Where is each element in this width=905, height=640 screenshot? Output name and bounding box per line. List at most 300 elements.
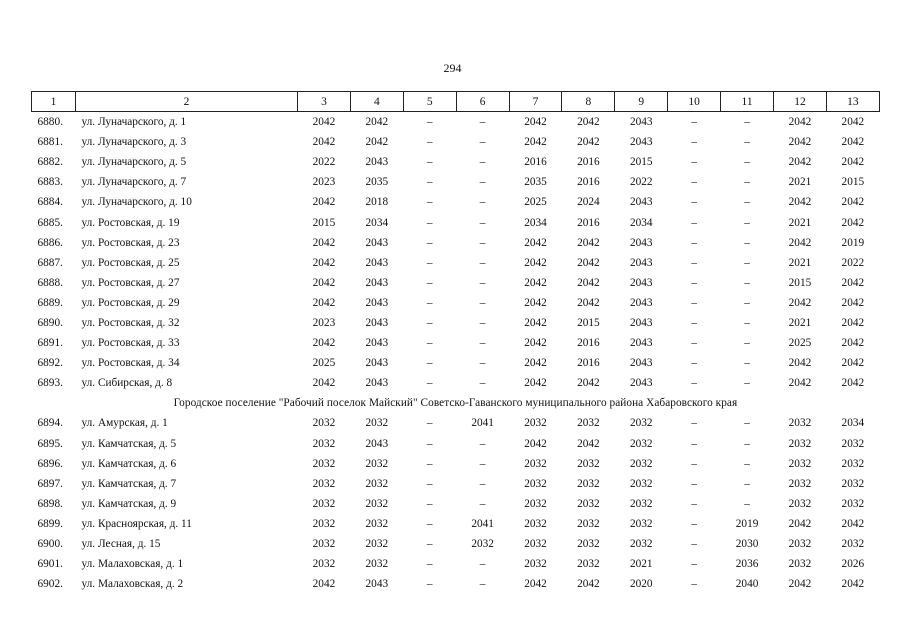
row-value: 2043 bbox=[629, 136, 653, 149]
row-value: 2030 bbox=[735, 538, 759, 551]
row-value: 2032 bbox=[524, 538, 547, 551]
row-number: 6896. bbox=[37, 457, 63, 470]
row-value: – bbox=[691, 256, 697, 269]
row-value: 2034 bbox=[365, 216, 389, 229]
row-value: 2042 bbox=[312, 296, 336, 309]
row-value: 2032 bbox=[788, 558, 812, 571]
row-value: – bbox=[691, 196, 697, 209]
row-value: 2043 bbox=[365, 357, 389, 370]
row-value: 2043 bbox=[365, 236, 389, 249]
row-value: 2024 bbox=[577, 196, 600, 209]
column-header: 11 bbox=[721, 92, 774, 112]
row-number: 6900. bbox=[37, 538, 63, 551]
row-value: 2032 bbox=[577, 517, 600, 530]
row-value: 2032 bbox=[577, 417, 600, 430]
row-value: – bbox=[426, 417, 433, 430]
row-value: 2042 bbox=[524, 337, 547, 350]
row-value: 2026 bbox=[841, 558, 865, 571]
row-value: 2023 bbox=[312, 316, 336, 329]
row-value: – bbox=[426, 517, 433, 530]
row-value: 2015 bbox=[841, 176, 865, 189]
row-number: 6898. bbox=[37, 497, 63, 510]
row-value: 2034 bbox=[629, 216, 653, 229]
row-value: – bbox=[426, 457, 433, 470]
row-value: 2042 bbox=[524, 276, 547, 289]
row-value: – bbox=[426, 377, 433, 390]
row-value: – bbox=[479, 357, 486, 370]
row-number: 6887. bbox=[37, 256, 63, 269]
column-header: 1 bbox=[32, 92, 76, 112]
row-value: 2042 bbox=[524, 357, 547, 370]
table-row bbox=[32, 112, 880, 133]
row-value: 2032 bbox=[841, 437, 865, 450]
row-address: ул. Ростовская, д. 27 bbox=[81, 276, 180, 289]
column-header: 9 bbox=[615, 92, 668, 112]
row-value: 2032 bbox=[524, 477, 547, 490]
row-value: – bbox=[426, 497, 433, 510]
row-value: – bbox=[479, 196, 486, 209]
row-value: 2042 bbox=[788, 517, 812, 530]
row-value: – bbox=[426, 256, 433, 269]
row-address: ул. Камчатская, д. 9 bbox=[81, 497, 177, 510]
table-row bbox=[32, 172, 880, 192]
row-value: – bbox=[691, 176, 697, 189]
column-header: 4 bbox=[350, 92, 403, 112]
row-value: 2032 bbox=[629, 457, 653, 470]
row-value: 2032 bbox=[841, 457, 865, 470]
row-value: 2035 bbox=[365, 176, 389, 189]
table-row bbox=[32, 152, 880, 172]
row-value: 2016 bbox=[577, 216, 600, 229]
row-value: – bbox=[691, 417, 697, 430]
row-value: – bbox=[426, 437, 433, 450]
row-value: 2032 bbox=[788, 457, 812, 470]
row-value: – bbox=[691, 276, 697, 289]
row-value: 2042 bbox=[577, 236, 600, 249]
row-address: ул. Красноярская, д. 11 bbox=[81, 517, 192, 530]
row-value: – bbox=[744, 276, 750, 289]
row-value: – bbox=[691, 578, 697, 591]
row-value: 2042 bbox=[841, 296, 865, 309]
row-value: 2042 bbox=[524, 316, 547, 329]
row-value: – bbox=[691, 357, 697, 370]
table-row bbox=[32, 514, 880, 534]
row-number: 6883. bbox=[37, 176, 63, 189]
table-row bbox=[32, 353, 880, 373]
row-value: – bbox=[744, 236, 750, 249]
row-value: 2032 bbox=[312, 517, 336, 530]
table-row bbox=[32, 212, 880, 232]
row-value: 2042 bbox=[841, 578, 865, 591]
row-value: 2042 bbox=[524, 437, 547, 450]
row-value: 2032 bbox=[629, 417, 653, 430]
row-value: – bbox=[744, 357, 750, 370]
row-value: – bbox=[744, 457, 750, 470]
row-value: 2042 bbox=[524, 578, 547, 591]
row-value: 2043 bbox=[629, 116, 653, 129]
table-row bbox=[32, 474, 880, 494]
row-value: 2042 bbox=[788, 156, 812, 169]
row-value: – bbox=[691, 136, 697, 149]
row-value: 2032 bbox=[312, 477, 336, 490]
row-value: 2042 bbox=[365, 116, 389, 129]
row-value: – bbox=[479, 116, 486, 129]
row-value: – bbox=[426, 196, 433, 209]
header-row bbox=[32, 92, 880, 112]
row-value: 2042 bbox=[524, 377, 547, 390]
row-value: 2042 bbox=[577, 377, 600, 390]
row-number: 6888. bbox=[37, 276, 63, 289]
row-address: ул. Луначарского, д. 3 bbox=[81, 136, 187, 149]
row-value: – bbox=[691, 337, 697, 350]
row-value: – bbox=[479, 136, 486, 149]
row-value: 2022 bbox=[629, 176, 653, 189]
section-title: Городское поселение "Рабочий поселок Майский" Советско-Гаванского муниципального района Хабаровского края bbox=[173, 397, 738, 410]
table-row bbox=[32, 253, 880, 273]
row-value: 2015 bbox=[312, 216, 336, 229]
row-value: – bbox=[691, 558, 697, 571]
row-value: – bbox=[479, 337, 486, 350]
table-row bbox=[32, 574, 880, 594]
row-value: – bbox=[479, 377, 486, 390]
row-address: ул. Ростовская, д. 19 bbox=[81, 216, 180, 229]
row-value: 2020 bbox=[629, 578, 653, 591]
row-value: 2015 bbox=[577, 316, 600, 329]
row-value: 2042 bbox=[788, 357, 812, 370]
row-value: 2042 bbox=[312, 276, 336, 289]
row-address: ул. Ростовская, д. 33 bbox=[81, 337, 180, 350]
row-value: 2043 bbox=[365, 276, 389, 289]
row-value: 2042 bbox=[841, 116, 865, 129]
row-value: 2042 bbox=[577, 276, 600, 289]
row-value: 2015 bbox=[788, 276, 812, 289]
row-value: 2032 bbox=[629, 538, 653, 551]
row-value: – bbox=[426, 337, 433, 350]
row-value: – bbox=[691, 457, 697, 470]
row-number: 6901. bbox=[37, 558, 63, 571]
row-value: 2032 bbox=[365, 417, 389, 430]
row-value: 2042 bbox=[788, 236, 812, 249]
row-value: – bbox=[691, 236, 697, 249]
row-value: 2032 bbox=[524, 457, 547, 470]
row-value: 2042 bbox=[365, 136, 389, 149]
row-number: 6885. bbox=[37, 216, 63, 229]
row-value: 2042 bbox=[312, 578, 336, 591]
row-value: – bbox=[691, 156, 697, 169]
row-value: – bbox=[691, 296, 697, 309]
column-header: 8 bbox=[562, 92, 615, 112]
row-value: – bbox=[691, 517, 697, 530]
row-value: – bbox=[691, 316, 697, 329]
row-value: – bbox=[744, 377, 750, 390]
row-address: ул. Амурская, д. 1 bbox=[81, 417, 168, 430]
row-value: 2043 bbox=[629, 236, 653, 249]
row-value: – bbox=[426, 316, 433, 329]
row-value: 2032 bbox=[365, 558, 389, 571]
row-value: – bbox=[744, 176, 750, 189]
data-table bbox=[31, 91, 880, 594]
table-row bbox=[32, 454, 880, 474]
row-value: 2042 bbox=[841, 357, 865, 370]
row-value: – bbox=[744, 196, 750, 209]
row-value: 2043 bbox=[629, 256, 653, 269]
row-value: – bbox=[479, 558, 486, 571]
table-row bbox=[32, 554, 880, 574]
row-number: 6897. bbox=[37, 477, 63, 490]
row-value: 2022 bbox=[312, 156, 336, 169]
column-header: 10 bbox=[668, 92, 721, 112]
row-value: 2042 bbox=[312, 116, 336, 129]
row-address: ул. Сибирская, д. 8 bbox=[81, 377, 173, 390]
row-value: – bbox=[479, 437, 486, 450]
row-address: ул. Луначарского, д. 7 bbox=[81, 176, 187, 189]
row-value: – bbox=[426, 176, 433, 189]
row-value: 2032 bbox=[365, 477, 389, 490]
row-address: ул. Камчатская, д. 5 bbox=[81, 437, 177, 450]
row-value: 2034 bbox=[841, 417, 865, 430]
row-value: 2032 bbox=[629, 517, 653, 530]
row-number: 6889. bbox=[37, 296, 63, 309]
row-value: 2032 bbox=[841, 497, 865, 510]
row-value: 2034 bbox=[524, 216, 547, 229]
row-value: – bbox=[479, 156, 486, 169]
table-row bbox=[32, 413, 880, 433]
table-row bbox=[32, 132, 880, 152]
row-number: 6890. bbox=[37, 316, 63, 329]
row-value: 2043 bbox=[629, 316, 653, 329]
row-value: – bbox=[744, 497, 750, 510]
row-value: 2042 bbox=[788, 296, 812, 309]
row-value: 2032 bbox=[524, 558, 547, 571]
row-value: – bbox=[426, 296, 433, 309]
row-value: – bbox=[479, 216, 486, 229]
row-value: 2032 bbox=[365, 457, 389, 470]
row-value: 2042 bbox=[841, 196, 865, 209]
row-address: ул. Ростовская, д. 32 bbox=[81, 316, 180, 329]
row-address: ул. Камчатская, д. 7 bbox=[81, 477, 177, 490]
row-value: – bbox=[479, 236, 486, 249]
row-value: 2032 bbox=[629, 437, 653, 450]
row-value: 2042 bbox=[841, 136, 865, 149]
row-value: 2042 bbox=[524, 116, 547, 129]
row-value: 2042 bbox=[312, 136, 336, 149]
row-value: 2032 bbox=[312, 437, 336, 450]
row-value: 2043 bbox=[629, 196, 653, 209]
row-number: 6902. bbox=[37, 578, 63, 591]
row-value: – bbox=[426, 558, 433, 571]
table-row bbox=[32, 333, 880, 353]
row-value: 2032 bbox=[524, 417, 547, 430]
row-value: 2043 bbox=[365, 156, 389, 169]
table-row bbox=[32, 273, 880, 293]
row-value: – bbox=[744, 437, 750, 450]
row-value: 2042 bbox=[841, 276, 865, 289]
row-value: 2016 bbox=[577, 176, 600, 189]
row-value: 2032 bbox=[312, 457, 336, 470]
row-value: 2032 bbox=[577, 457, 600, 470]
row-value: 2042 bbox=[312, 256, 336, 269]
row-value: – bbox=[479, 477, 486, 490]
row-value: 2032 bbox=[788, 417, 812, 430]
row-value: 2016 bbox=[577, 337, 600, 350]
row-value: 2032 bbox=[577, 558, 600, 571]
row-value: 2042 bbox=[841, 377, 865, 390]
row-value: 2032 bbox=[788, 497, 812, 510]
row-value: 2021 bbox=[788, 256, 812, 269]
row-value: 2042 bbox=[841, 316, 865, 329]
column-header: 13 bbox=[826, 92, 879, 112]
row-value: 2042 bbox=[577, 256, 600, 269]
row-value: – bbox=[479, 176, 486, 189]
row-address: ул. Лесная, д. 15 bbox=[81, 538, 161, 551]
row-address: ул. Ростовская, д. 34 bbox=[81, 357, 180, 370]
row-number: 6880. bbox=[37, 116, 63, 129]
row-value: 2022 bbox=[841, 256, 865, 269]
row-value: 2043 bbox=[365, 256, 389, 269]
row-value: – bbox=[426, 136, 433, 149]
row-value: 2042 bbox=[524, 136, 547, 149]
row-value: – bbox=[744, 337, 750, 350]
row-value: 2032 bbox=[471, 538, 494, 551]
row-value: – bbox=[744, 417, 750, 430]
row-value: 2042 bbox=[841, 216, 865, 229]
row-value: 2042 bbox=[577, 578, 600, 591]
table-row bbox=[32, 233, 880, 253]
row-value: – bbox=[479, 256, 486, 269]
row-value: 2032 bbox=[788, 477, 812, 490]
row-address: ул. Луначарского, д. 10 bbox=[81, 196, 192, 209]
row-value: 2041 bbox=[471, 517, 494, 530]
row-value: – bbox=[479, 457, 486, 470]
row-value: 2043 bbox=[365, 296, 389, 309]
row-value: 2016 bbox=[577, 357, 600, 370]
row-value: 2032 bbox=[841, 538, 865, 551]
row-value: 2042 bbox=[312, 196, 336, 209]
row-value: – bbox=[426, 116, 433, 129]
row-value: – bbox=[744, 477, 750, 490]
row-value: 2032 bbox=[524, 517, 547, 530]
row-value: 2025 bbox=[788, 337, 812, 350]
row-value: 2035 bbox=[524, 176, 547, 189]
row-value: – bbox=[744, 256, 750, 269]
row-number: 6881. bbox=[37, 136, 63, 149]
row-value: – bbox=[479, 497, 486, 510]
row-number: 6884. bbox=[37, 196, 63, 209]
row-value: 2025 bbox=[312, 357, 336, 370]
row-value: – bbox=[744, 156, 750, 169]
row-address: ул. Луначарского, д. 1 bbox=[81, 116, 187, 129]
row-value: 2016 bbox=[524, 156, 547, 169]
row-value: 2032 bbox=[577, 497, 600, 510]
row-value: 2032 bbox=[629, 497, 653, 510]
row-value: 2043 bbox=[629, 276, 653, 289]
row-value: – bbox=[426, 477, 433, 490]
row-value: – bbox=[744, 296, 750, 309]
row-address: ул. Малаховская, д. 2 bbox=[81, 578, 184, 591]
row-value: 2032 bbox=[312, 558, 336, 571]
row-value: – bbox=[691, 437, 697, 450]
table-row bbox=[32, 373, 880, 393]
row-value: 2021 bbox=[788, 176, 812, 189]
row-value: – bbox=[744, 116, 750, 129]
row-value: – bbox=[426, 578, 433, 591]
row-value: 2042 bbox=[788, 578, 812, 591]
row-address: ул. Ростовская, д. 23 bbox=[81, 236, 180, 249]
table-body bbox=[32, 112, 880, 595]
table-row bbox=[32, 494, 880, 514]
row-value: 2023 bbox=[312, 176, 336, 189]
row-value: 2032 bbox=[577, 477, 600, 490]
row-number: 6891. bbox=[37, 337, 63, 350]
row-value: – bbox=[691, 538, 697, 551]
table-row bbox=[32, 534, 880, 554]
row-value: 2043 bbox=[629, 296, 653, 309]
row-value: 2043 bbox=[365, 578, 389, 591]
row-value: – bbox=[426, 538, 433, 551]
row-value: – bbox=[691, 377, 697, 390]
row-number: 6882. bbox=[37, 156, 63, 169]
row-value: 2042 bbox=[788, 377, 812, 390]
row-value: 2032 bbox=[312, 417, 336, 430]
row-value: 2042 bbox=[577, 136, 600, 149]
row-number: 6899. bbox=[37, 517, 63, 530]
row-value: 2032 bbox=[577, 538, 600, 551]
page-number: 294 bbox=[443, 61, 462, 75]
row-value: – bbox=[691, 497, 697, 510]
row-value: – bbox=[479, 578, 486, 591]
row-value: – bbox=[744, 216, 750, 229]
row-value: – bbox=[426, 357, 433, 370]
row-value: – bbox=[744, 316, 750, 329]
row-value: 2042 bbox=[577, 116, 600, 129]
row-number: 6892. bbox=[37, 357, 63, 370]
table-header bbox=[32, 92, 880, 112]
column-header: 7 bbox=[509, 92, 562, 112]
row-value: – bbox=[479, 296, 486, 309]
row-number: 6893. bbox=[37, 377, 63, 390]
row-address: ул. Камчатская, д. 6 bbox=[81, 457, 177, 470]
row-value: 2032 bbox=[312, 538, 336, 551]
row-value: 2032 bbox=[524, 497, 547, 510]
row-value: 2043 bbox=[365, 437, 389, 450]
row-value: 2042 bbox=[577, 296, 600, 309]
row-number: 6895. bbox=[37, 437, 63, 450]
row-value: 2032 bbox=[788, 437, 812, 450]
table-row bbox=[32, 434, 880, 454]
row-value: – bbox=[744, 136, 750, 149]
row-value: – bbox=[426, 156, 433, 169]
row-value: 2042 bbox=[577, 437, 600, 450]
column-header: 2 bbox=[76, 92, 298, 112]
row-value: 2042 bbox=[841, 517, 865, 530]
column-header: 6 bbox=[456, 92, 509, 112]
row-value: 2042 bbox=[841, 156, 865, 169]
row-value: 2042 bbox=[312, 377, 336, 390]
row-value: 2042 bbox=[524, 256, 547, 269]
row-value: 2043 bbox=[365, 337, 389, 350]
row-address: ул. Луначарского, д. 5 bbox=[81, 156, 187, 169]
table-row bbox=[32, 192, 880, 212]
row-value: 2019 bbox=[735, 517, 759, 530]
row-address: ул. Малаховская, д. 1 bbox=[81, 558, 184, 571]
column-header: 12 bbox=[774, 92, 827, 112]
row-value: – bbox=[479, 316, 486, 329]
row-number: 6886. bbox=[37, 236, 63, 249]
row-value: 2019 bbox=[841, 236, 865, 249]
row-value: 2043 bbox=[629, 357, 653, 370]
row-value: 2043 bbox=[629, 337, 653, 350]
row-value: – bbox=[691, 216, 697, 229]
